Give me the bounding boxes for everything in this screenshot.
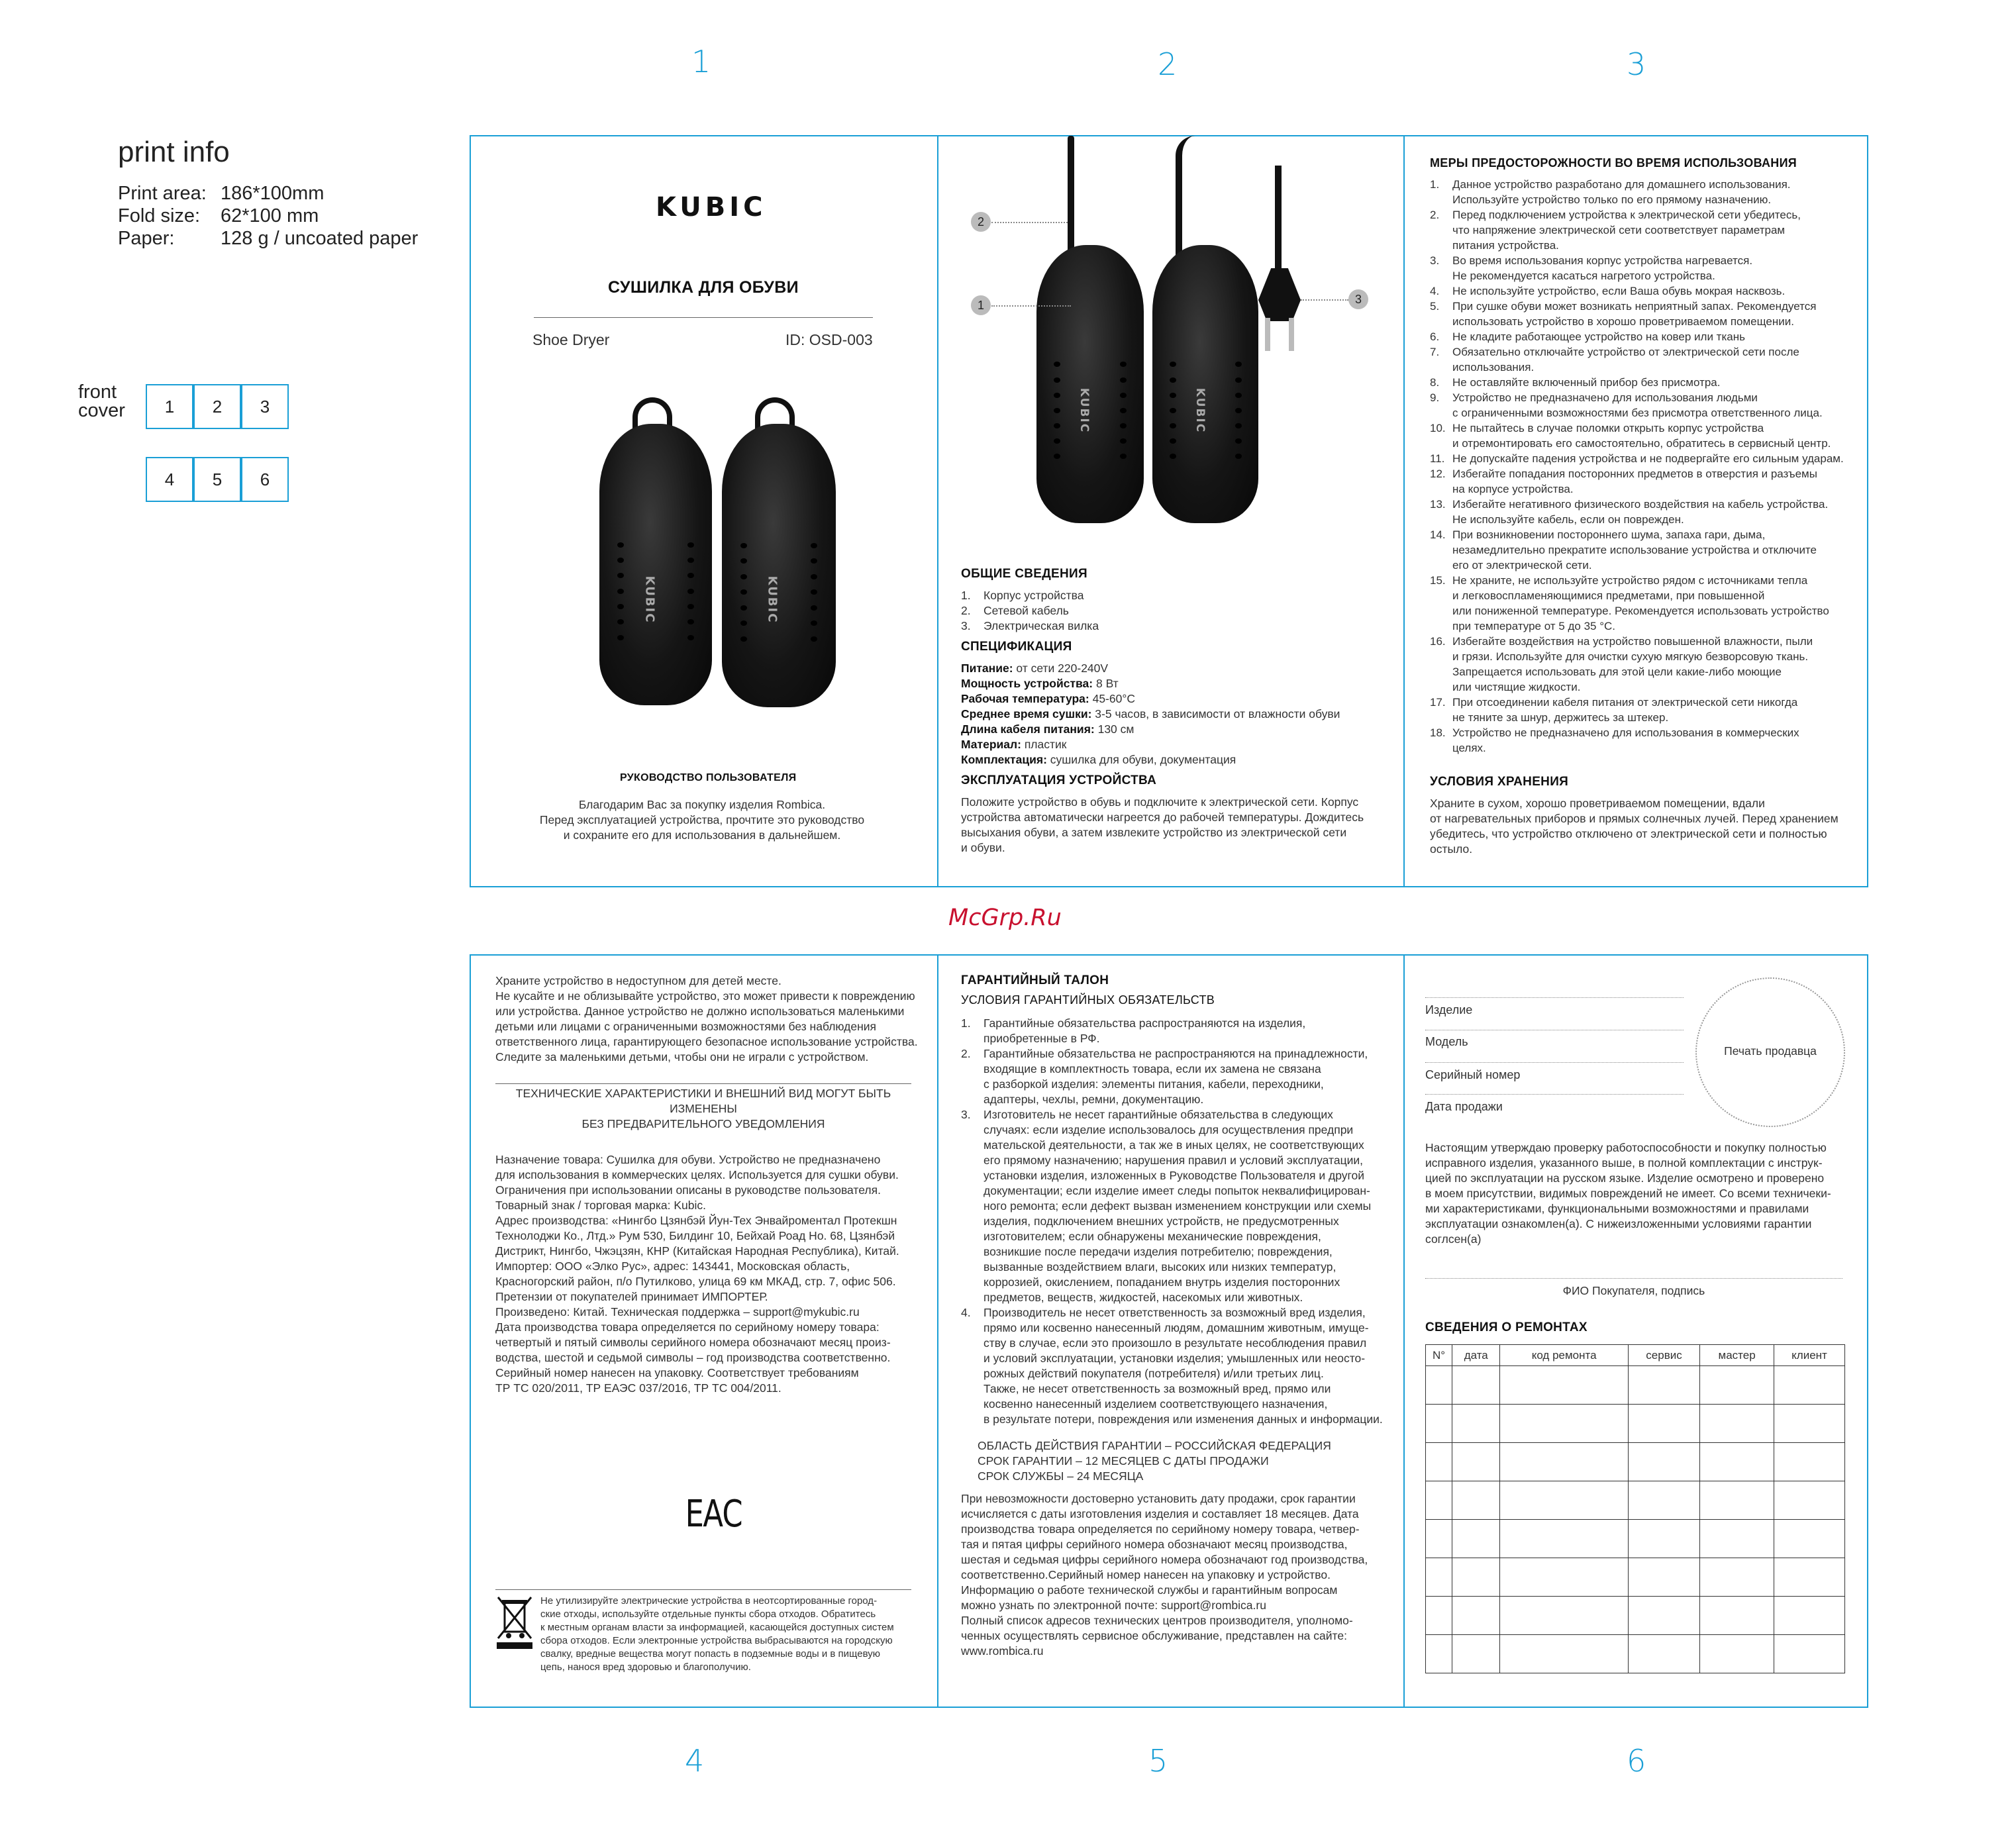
- general-title: ОБЩИЕ СВЕДЕНИЯ: [961, 567, 1087, 581]
- fold-box-5: 5: [193, 457, 241, 502]
- spec-row: Среднее время сушки: 3-5 часов, в зависимости от влажности обуви: [961, 707, 1340, 720]
- table-cell: [1700, 1481, 1774, 1520]
- field-serial: Серийный номер: [1425, 1068, 1521, 1081]
- field-product: Изделие: [1425, 1003, 1473, 1017]
- storage-text: Храните в сухом, хорошо проветриваемом помещении, вдали от нагревательных приборов и прямых солнечных лучей. Перед хранением убедитесь, что устройство отключено от электрической сети и полностью остыло.: [1430, 797, 1839, 856]
- field-line: [1425, 997, 1684, 998]
- usage-text: Положите устройство в обувь и подключите к электрической сети. Корпус устройства автоматически нагреется до рабочей температуры. Дождитесь высыхания обуви, а затем извлеките устройство из электрической сети и обуви.: [961, 795, 1364, 854]
- product-title: СУШИЛКА ДЛЯ ОБУВИ: [608, 278, 799, 297]
- table-cell: [1628, 1597, 1699, 1635]
- list-item: 1. Гарантийные обязательства распространяются на изделия, приобретенные в РФ.: [961, 1017, 1306, 1045]
- list-item: 12. Избегайте попадания посторонних предметов в отверстия и разъемы на корпусе устройства.: [1430, 468, 1817, 495]
- watermark: McGrp.Ru: [948, 905, 1062, 931]
- confirm-text: Настоящим утверждаю проверку работоспособности и покупку полностью исправного изделия, указанного выше, в полной комплектации с инструк- цией по эксплуатации на русском языке. Изделие осмотрено и проверено в моем присутствии, видимых повреждений не имеет. Со всеми техничеки- ми характеристиками, функциональными возможностями и правилами эксплуатации ознакомлен(а). С нижеизложенными условиями гарантии соглсен(а): [1425, 1141, 1831, 1246]
- list-item: 2. Сетевой кабель: [961, 604, 1069, 617]
- recycle-text: Не утилизируйте электрические устройства в неотсортированные город- ские отходы, используйте отдельные пункты сбора отходов. Обратитесь к местным органам власти за информацией, касающейся доступных систем сбора отходов. Если электронные устройства выбрасываются на городскую свалку, вредные вещества могут попасть в подземные воды и в пищевую цепь, нанося вред здоровью и благополучию.: [540, 1595, 894, 1673]
- page-number-6: 6: [1627, 1743, 1646, 1779]
- fold-box-6: 6: [241, 457, 289, 502]
- table-cell: [1774, 1405, 1845, 1443]
- page-number-3: 3: [1627, 46, 1646, 82]
- fold-box-2: 2: [193, 384, 241, 429]
- spec-row: Мощность устройства: 8 Вт: [961, 677, 1119, 690]
- child-safety-text: Храните устройство в недоступном для детей месте. Не кусайте и не облизывайте устройство, это может привести к повреждению или устройства. Данное устройство не должно использоваться маленькими детьми или лицами с ограниченными возможностями без наблюдения ответственного лица, гарантирующего безопасное использование устройства. Следите за маленькими детьми, чтобы они не играли с устройством.: [495, 974, 918, 1064]
- page-number-4: 4: [685, 1743, 705, 1779]
- list-item: 2. Гарантийные обязательства не распространяются на принадлежности, входящие в комплектность товара, если их замена не связана с разборкой изделия: элементы питания, кабели, переходники, адаптеры, чехлы, ремни, документацию.: [961, 1047, 1368, 1106]
- table-cell: [1426, 1558, 1452, 1597]
- brand-logo: KUBIC: [656, 192, 767, 223]
- list-item: 6. Не кладите работающее устройство на ковер или ткань: [1430, 330, 1745, 343]
- shoe-brand-label: KUBIC: [765, 575, 780, 624]
- print-info-row: Paper: 128 g / uncoated paper: [118, 228, 419, 249]
- notice-divider: [495, 1083, 911, 1084]
- list-item: 11. Не допускайте падения устройства и не подвергайте его сильным ударам.: [1430, 452, 1844, 465]
- table-cell: [1700, 1635, 1774, 1673]
- product-subtitle: Shoe Dryer: [532, 331, 610, 348]
- list-item: 3. Электрическая вилка: [961, 619, 1099, 632]
- table-cell: [1426, 1520, 1452, 1558]
- list-item: 13. Избегайте негативного физического воздействия на кабель устройства. Не используйте кабель, если он поврежден.: [1430, 498, 1829, 526]
- list-item: 4. Производитель не несет ответственность за возможный вред изделия, прямо или косвенно нанесенный людям, домашним животным, имуще- ству в случае, если это произошло в результате несоблюдения правил и условий эксплуатации, установки изделия; умышленных или неосто- рожных действий покупателя (потребителя) и/или третьих лиц. Также, не несет ответственность за возможный вред, прямо или косвенно нанесенный изделием соответствующего назначения, в результате потери, повреждения или изменения данных и информации.: [961, 1306, 1383, 1426]
- warranty-list: [961, 1016, 1385, 1427]
- fold-box-1: 1: [146, 384, 193, 429]
- list-item: 18. Устройство не предназначено для использования в коммерческих целях.: [1430, 726, 1799, 754]
- col-date: дата: [1452, 1345, 1500, 1366]
- fold-label: front cover: [78, 381, 125, 421]
- warranty-subtitle: УСЛОВИЯ ГАРАНТИЙНЫХ ОБЯЗАТЕЛЬСТВ: [961, 993, 1215, 1007]
- callout-body: 1: [971, 295, 991, 315]
- spec-row: Материал: пластик: [961, 738, 1067, 751]
- signature-line: [1425, 1278, 1842, 1279]
- col-code: код ремонта: [1500, 1345, 1628, 1366]
- callout-leader: [991, 305, 1071, 307]
- list-item: 1. Корпус устройства: [961, 589, 1084, 602]
- table-cell: [1500, 1558, 1628, 1597]
- table-cell: [1500, 1481, 1628, 1520]
- table-cell: [1426, 1597, 1452, 1635]
- fold-box-4: 4: [146, 457, 193, 502]
- callout-leader: [991, 222, 1068, 223]
- table-cell: [1500, 1366, 1628, 1405]
- shoe-brand-label: KUBIC: [1193, 387, 1207, 434]
- col-no: N°: [1426, 1345, 1452, 1366]
- list-item: 8. Не оставляйте включенный прибор без присмотра.: [1430, 376, 1721, 389]
- table-cell: [1628, 1481, 1699, 1520]
- spec-row: Комплектация: сушилка для обуви, документация: [961, 753, 1236, 766]
- table-cell: [1700, 1597, 1774, 1635]
- list-item: 10. Не пытайтесь в случае поломки открыть корпус устройства и отремонтировать его самостоятельно, обратитесь в сервисный центр.: [1430, 422, 1831, 450]
- field-line: [1425, 1094, 1684, 1095]
- table-row: [1426, 1635, 1845, 1673]
- table-cell: [1700, 1520, 1774, 1558]
- table-cell: [1500, 1597, 1628, 1635]
- table-cell: [1700, 1443, 1774, 1481]
- repairs-title: СВЕДЕНИЯ О РЕМОНТАХ: [1425, 1320, 1588, 1334]
- table-cell: [1700, 1558, 1774, 1597]
- shoe-brand-label: KUBIC: [1078, 387, 1091, 434]
- table-cell: [1500, 1443, 1628, 1481]
- table-cell: [1774, 1520, 1845, 1558]
- list-item: 1. Данное устройство разработано для домашнего использования. Используйте устройство только по его прямому назначению.: [1430, 178, 1791, 206]
- table-cell: [1452, 1481, 1500, 1520]
- table-cell: [1452, 1597, 1500, 1635]
- table-cell: [1628, 1366, 1699, 1405]
- shoe-brand-label: KUBIC: [642, 575, 657, 624]
- field-line: [1425, 1062, 1684, 1063]
- table-cell: [1452, 1635, 1500, 1673]
- table-row: [1426, 1481, 1845, 1520]
- spec-row: Длина кабеля питания: 130 см: [961, 722, 1134, 736]
- recycle-divider: [495, 1589, 911, 1590]
- table-cell: [1426, 1366, 1452, 1405]
- table-cell: [1452, 1443, 1500, 1481]
- list-item: 3. Изготовитель не несет гарантийные обязательства в следующих случаях: если изделие использовалось для осуществления предпри мательской деятельности, а так же в иных целях, не соответствующих его прямому назначению; нарушения правил и условий эксплуатации, установки изделия, изложенных в Руководстве Пользователя и другой документации; если изделие имеет следы попыток неквалифицирован- ного ремонта; если дефект вызван изменением конструкции или схемы изделия, подключением внешних устройств, не предусмотренных изготовителем; если обнаружены механические повреждения, возникшие после передачи изделия потребителю; повреждения, вызванные воздействием влаги, высоких или низких температур, коррозией, окислением, попаданием внутрь изделия посторонних предметов, веществ, жидкостей, насекомых или животных.: [961, 1108, 1372, 1304]
- table-cell: [1774, 1443, 1845, 1481]
- list-item: 14. При возникновении постороннего шума, запаха гари, дыма, незамедлительно прекратите использование устройства и отключите его от электрической сети.: [1430, 528, 1817, 571]
- general-list: [961, 588, 1398, 634]
- eac-mark: ЕАС: [685, 1493, 742, 1536]
- col-client: клиент: [1774, 1345, 1845, 1366]
- thanks-text: Благодарим Вас за покупку изделия Rombica. Перед эксплуатацией устройства, прочтите это руководство и сохраните его для использования в дальнейшем.: [539, 798, 865, 842]
- fold-box-3: 3: [241, 384, 289, 429]
- change-notice: ТЕХНИЧЕСКИЕ ХАРАКТЕРИСТИКИ И ВНЕШНИЙ ВИД МОГУТ БЫТЬ ИЗМЕНЕНЫ БЕЗ ПРЕДВАРИТЕЛЬНОГО УВЕДОМЛЕНИЯ: [515, 1087, 891, 1130]
- list-item: 4. Не используйте устройство, если Ваша обувь мокрая насквозь.: [1430, 285, 1786, 297]
- table-cell: [1700, 1366, 1774, 1405]
- usage-title: ЭКСПЛУАТАЦИЯ УСТРОЙСТВА: [961, 773, 1157, 787]
- product-id: ID: OSD-003: [785, 331, 873, 348]
- table-cell: [1426, 1405, 1452, 1443]
- table-cell: [1700, 1405, 1774, 1443]
- table-row: [1426, 1443, 1845, 1481]
- storage-title: УСЛОВИЯ ХРАНЕНИЯ: [1430, 775, 1569, 789]
- table-row: [1426, 1558, 1845, 1597]
- table-cell: [1628, 1443, 1699, 1481]
- field-model: Модель: [1425, 1035, 1468, 1048]
- list-item: 2. Перед подключением устройства к электрической сети убедитесь, что напряжение электрической сети соответствует параметрам питания устройства.: [1430, 209, 1801, 252]
- table-row: [1426, 1520, 1845, 1558]
- seal-label: Печать продавца: [1724, 1044, 1817, 1058]
- spec-row: Рабочая температура: 45-60°С: [961, 692, 1135, 705]
- page-number-1: 1: [691, 44, 711, 79]
- print-info-row: Fold size: 62*100 mm: [118, 205, 319, 226]
- table-cell: [1426, 1635, 1452, 1673]
- warranty-scope: ОБЛАСТЬ ДЕЙСТВИЯ ГАРАНТИИ – РОССИЙСКАЯ ФЕДЕРАЦИЯ СРОК ГАРАНТИИ – 12 МЕСЯЦЕВ С ДАТЫ ПРОДАЖИ СРОК СЛУЖБЫ – 24 МЕСЯЦА: [978, 1439, 1331, 1483]
- callout-plug: 3: [1348, 289, 1368, 309]
- product-info-text: Назначение товара: Сушилка для обуви. Устройство не предназначено для использования в коммерческих целях. Используется для сушки обуви. Ограничения при использовании описаны в руководстве пользователя. Товарный знак / торговая марка: Kubic. Адрес производства: «Нингбо Цзянбэй Йун-Тех Энвайроментал Протекшн Технолоджи Ко., Лтд.» Рум 530, Билдинг 10, Бейхай Роад Но. 68, Цзянбэй Дистрикт, Нингбо, Чжэцзян, КНР (Китайская Народная Республика), Китай. Импортер: ООО «Элко Рус», адрес: 143441, Московская область, Красногорский район, п/о Путилково, улица 69 км МКАД, стр. 7, офис 506. Претензии от покупателей принимает ИМПОРТЕР. Произведено: Китай. Техническая поддержка – support@mykubic.ru Дата производства товара определяется по серийному номеру товара: четвертый и пятый символы серийного номера обозначают месяц произ- водства, шестой и седьмой символы – год производства соответственно. Серийный номер нанесен на упаковку. Соответствует требованиям ТР ТС 020/2011, ТР ЕАЭС 037/2016, ТР ТС 004/2011.: [495, 1153, 899, 1395]
- table-cell: [1452, 1520, 1500, 1558]
- print-info-row: Print area: 186*100mm: [118, 183, 325, 204]
- warranty-footer: При невозможности достоверно установить дату продажи, срок гарантии исчисляется с даты изготовления изделия и составляет 18 месяцев. Дата производства товара определяется по серийному номеру товара, четвер- тая и пятая цифры серийного номера обозначают месяц производства, шестая и седьмая цифры серийного номера обозначают год производства, соответственно.Серийный номер нанесен на упаковку и устройство. Информацию о работе технической службы и гарантийным вопросам можно узнать по электронной почте: support@rombica.ru Полный список адресов технических центров производителя, уполномо- ченных осуществлять сервисное обслуживание, представлен на сайте: www.rombica.ru: [961, 1492, 1368, 1658]
- list-item: 5. При сушке обуви может возникать неприятный запах. Рекомендуется использовать устройство в хорошо проветриваемом помещении.: [1430, 300, 1817, 328]
- page-number-2: 2: [1158, 46, 1178, 82]
- title-divider: [534, 317, 873, 318]
- table-cell: [1774, 1635, 1845, 1673]
- callout-cable: 2: [971, 212, 991, 232]
- table-cell: [1452, 1366, 1500, 1405]
- precautions-list: [1430, 177, 1854, 756]
- table-cell: [1452, 1405, 1500, 1443]
- table-cell: [1774, 1558, 1845, 1597]
- col-master: мастер: [1700, 1345, 1774, 1366]
- table-cell: [1774, 1366, 1845, 1405]
- col-service: сервис: [1628, 1345, 1699, 1366]
- list-item: 7. Обязательно отключайте устройство от электрической сети после использования.: [1430, 346, 1799, 373]
- warranty-title: ГАРАНТИЙНЫЙ ТАЛОН: [961, 973, 1109, 987]
- table-row: [1426, 1405, 1845, 1443]
- field-sale-date: Дата продажи: [1425, 1100, 1503, 1113]
- table-cell: [1774, 1597, 1845, 1635]
- list-item: 9. Устройство не предназначено для использования людьми с ограниченными возможностями без присмотра ответственного лица.: [1430, 391, 1823, 419]
- table-row: [1426, 1366, 1845, 1405]
- spec-row: Питание: от сети 220-240V: [961, 662, 1109, 675]
- list-item: 17. При отсоединении кабеля питания от электрической сети никогда не тяните за шнур, держитесь за штекер.: [1430, 696, 1798, 724]
- manual-title: РУКОВОДСТВО ПОЛЬЗОВАТЕЛЯ: [620, 772, 797, 783]
- table-cell: [1500, 1405, 1628, 1443]
- list-item: 3. Во время использования корпус устройства нагревается. Не рекомендуется касаться нагретого устройства.: [1430, 254, 1753, 282]
- table-cell: [1452, 1558, 1500, 1597]
- table-cell: [1426, 1481, 1452, 1520]
- spec-list: [961, 661, 1398, 768]
- table-cell: [1628, 1405, 1699, 1443]
- spec-title: СПЕЦИФИКАЦИЯ: [961, 640, 1072, 654]
- table-cell: [1628, 1520, 1699, 1558]
- table-cell: [1500, 1635, 1628, 1673]
- repairs-table: [1425, 1344, 1845, 1673]
- table-cell: [1500, 1520, 1628, 1558]
- table-cell: [1426, 1443, 1452, 1481]
- callout-leader: [1301, 299, 1348, 301]
- page-number-5: 5: [1148, 1743, 1168, 1779]
- table-row: [1426, 1597, 1845, 1635]
- signature-label: ФИО Покупателя, подпись: [1562, 1284, 1705, 1297]
- table-cell: [1628, 1558, 1699, 1597]
- print-info-title: print info: [118, 136, 230, 168]
- table-cell: [1774, 1481, 1845, 1520]
- precautions-title: МЕРЫ ПРЕДОСТОРОЖНОСТИ ВО ВРЕМЯ ИСПОЛЬЗОВАНИЯ: [1430, 156, 1797, 170]
- weee-icon: [495, 1596, 534, 1650]
- table-cell: [1628, 1635, 1699, 1673]
- list-item: 15. Не храните, не используйте устройство рядом с источниками тепла и легковоспламеняющимися предметами, при повышенной или пониженной температуре. Рекомендуется использовать устройство при температуре от 5 до 35 °С.: [1430, 574, 1829, 632]
- list-item: 16. Избегайте воздействия на устройство повышенной влажности, пыли и грязи. Используйте для очистки сухую мягкую безворсовую ткань. Запрещается использовать для этой цели какие-либо моющие или чистящие жидкости.: [1430, 635, 1813, 693]
